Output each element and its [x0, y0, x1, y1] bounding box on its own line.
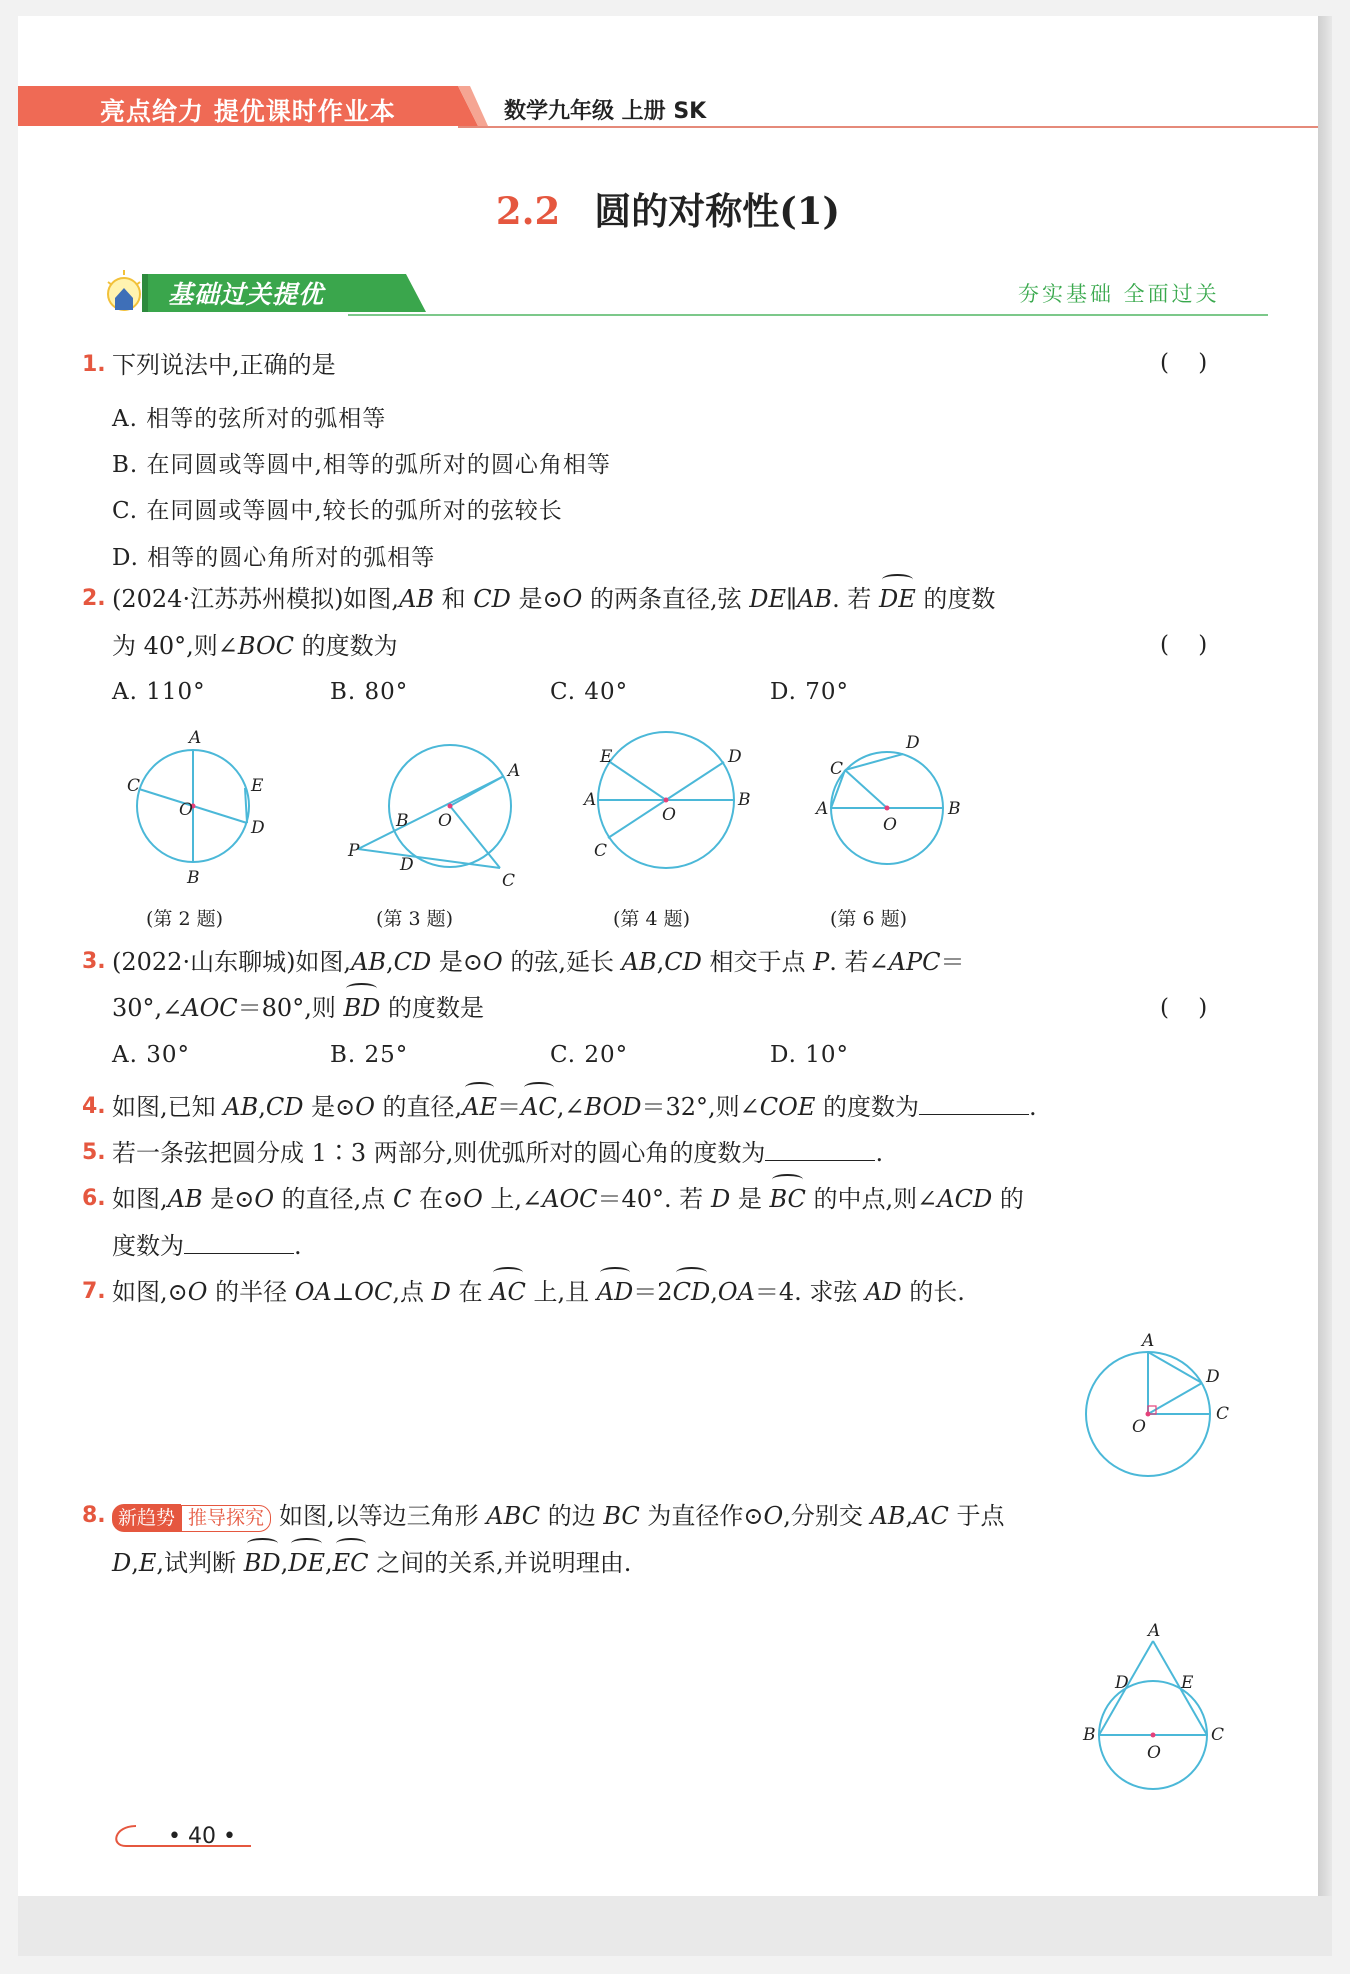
- question-number: 4.: [82, 1094, 106, 1119]
- svg-text:O: O: [662, 805, 676, 825]
- svg-text:B: B: [738, 790, 751, 810]
- question-5-text: 若一条弦把圆分成 1∶3 两部分,则优弧所对的圆心角的度数为: [112, 1139, 766, 1167]
- question-number: 7.: [82, 1279, 106, 1304]
- svg-text:D: D: [1115, 1673, 1129, 1693]
- figure-4: [566, 716, 766, 891]
- svg-text:A: A: [508, 761, 521, 781]
- q3-option-b: B. 25°: [330, 1042, 409, 1068]
- page-title: [18, 181, 1318, 235]
- section-motto: 夯实基础 全面过关: [1018, 282, 1220, 306]
- explore-tag: 推导探究: [181, 1505, 271, 1532]
- question-6-stem-cont: 度数为 .: [112, 1232, 302, 1260]
- figure-3: [330, 726, 530, 896]
- svg-text:E: E: [600, 747, 613, 767]
- question-number: 6.: [82, 1186, 106, 1211]
- section-banner-title: 基础过关提优: [168, 280, 325, 309]
- svg-text:D: D: [1206, 1367, 1220, 1387]
- answer-paren: ( ): [1160, 350, 1208, 376]
- question-4-stem: 如图,已知 AB,CD 是⊙O 的直径,AE＝AC,∠BOD＝32°,则∠COE 的度数为 .: [112, 1087, 1037, 1127]
- q2-option-b: B. 80°: [330, 679, 409, 705]
- svg-text:P: P: [348, 841, 360, 861]
- svg-text:A: A: [189, 728, 202, 748]
- svg-text:C: C: [830, 759, 844, 779]
- question-5-stem: 若一条弦把圆分成 1∶3 两部分,则优弧所对的圆心角的度数为 .: [112, 1139, 884, 1167]
- svg-text:B: B: [396, 811, 409, 831]
- svg-text:C: C: [502, 871, 516, 891]
- svg-text:B: B: [948, 799, 961, 819]
- svg-text:O: O: [1132, 1417, 1146, 1437]
- svg-text:D: D: [728, 747, 742, 767]
- q3-option-c: C. 20°: [550, 1042, 629, 1068]
- svg-text:O: O: [179, 800, 193, 820]
- question-3-stem-cont: 30°,∠AOC＝80°,则 BD 的度数是: [112, 988, 484, 1028]
- figure-6: [800, 726, 970, 896]
- svg-text:O: O: [1147, 1743, 1161, 1763]
- question-number: 8.: [82, 1503, 106, 1528]
- workbook-page: [18, 16, 1318, 1896]
- svg-text:A: A: [816, 799, 829, 819]
- svg-text:D: D: [251, 818, 265, 838]
- question-8-stem: 新趋势 推导探究 如图,以等边三角形 ABC 的边 BC 为直径作⊙O,分别交 AB,AC 于点: [112, 1496, 1004, 1536]
- section-rule: [348, 314, 1268, 316]
- svg-text:B: B: [1083, 1725, 1096, 1745]
- question-3-stem: (2022·山东聊城)如图,AB,CD 是⊙O 的弦,延长 AB,CD 相交于点 P. 若∠APC＝: [112, 948, 965, 976]
- header-brand: 亮点给力 提优课时作业本: [100, 97, 396, 126]
- svg-text:C: C: [1216, 1404, 1230, 1424]
- svg-text:E: E: [251, 776, 264, 796]
- question-3-source: (2022·山东聊城)如图,: [112, 948, 352, 976]
- answer-blank[interactable]: [765, 1159, 875, 1161]
- figure-2: [123, 711, 293, 901]
- svg-text:C: C: [127, 776, 141, 796]
- svg-text:B: B: [187, 868, 200, 888]
- q3-option-d: D. 10°: [770, 1042, 850, 1068]
- svg-text:O: O: [438, 811, 452, 831]
- figure-7: [1056, 1316, 1266, 1491]
- header-subject: 数学九年级 上册 SK: [504, 99, 707, 124]
- scan-margin: [18, 1896, 1332, 1956]
- svg-text:D: D: [906, 733, 920, 753]
- question-7-stem: 如图,⊙O 的半径 OA⊥OC,点 D 在 AC 上,且 AD＝2CD,OA＝4. 求弦 AD 的长.: [112, 1272, 965, 1312]
- question-2-stem-cont: 为 40°,则∠BOC 的度数为: [112, 632, 398, 660]
- question-8-stem-cont: D,E,试判断 BD,DE,EC 之间的关系,并说明理由.: [112, 1543, 631, 1583]
- svg-text:C: C: [1211, 1725, 1225, 1745]
- q1-option-b: B. 在同圆或等圆中,相等的弧所对的圆心角相等: [112, 452, 611, 478]
- trend-tag: 新趋势: [112, 1504, 181, 1532]
- question-6-stem: 如图,AB 是⊙O 的直径,点 C 在⊙O 上,∠AOC＝40°. 若 D 是 BC 的中点,则∠ACD 的: [112, 1179, 1024, 1219]
- answer-paren: ( ): [1160, 632, 1208, 658]
- question-1-stem: 下列说法中,正确的是: [112, 351, 336, 379]
- svg-text:O: O: [883, 815, 897, 835]
- answer-paren: ( ): [1160, 995, 1208, 1021]
- figure-caption: (第 6 题): [830, 908, 907, 930]
- svg-text:E: E: [1181, 1673, 1194, 1693]
- header-rule: [458, 126, 1318, 128]
- q2-option-a: A. 110°: [112, 679, 206, 705]
- section-number: 2.2: [495, 189, 561, 233]
- svg-text:A: A: [584, 790, 597, 810]
- q1-option-a: A. 相等的弦所对的弧相等: [112, 406, 387, 432]
- question-number: 5.: [82, 1140, 106, 1165]
- question-2-stem: (2024·江苏苏州模拟)如图,AB 和 CD 是⊙O 的两条直径,弦 DE∥AB. 若 DE 的度数: [112, 579, 995, 619]
- q2-option-d: D. 70°: [770, 679, 850, 705]
- question-number: 2.: [82, 586, 106, 611]
- figure-caption: (第 2 题): [146, 908, 223, 930]
- q2-option-c: C. 40°: [550, 679, 629, 705]
- answer-blank[interactable]: [919, 1113, 1029, 1115]
- figure-caption: (第 3 题): [376, 908, 453, 930]
- svg-text:C: C: [594, 841, 608, 861]
- q3-option-a: A. 30°: [112, 1042, 190, 1068]
- q1-option-c: C. 在同圆或等圆中,较长的弧所对的弦较长: [112, 498, 563, 524]
- svg-text:A: A: [1148, 1621, 1161, 1641]
- question-2-source: (2024·江苏苏州模拟)如图,: [112, 585, 400, 613]
- q1-option-d: D. 相等的圆心角所对的弧相等: [112, 545, 436, 571]
- svg-text:D: D: [400, 855, 414, 875]
- question-number: 1.: [82, 352, 106, 377]
- figure-caption: (第 4 题): [613, 908, 690, 930]
- figure-8: [1053, 1586, 1273, 1811]
- page-number: • 40 •: [168, 1824, 236, 1849]
- question-number: 3.: [82, 949, 106, 974]
- section-title: 圆的对称性(1): [594, 189, 841, 233]
- page-edge-shadow: [1318, 16, 1332, 1896]
- svg-text:A: A: [1142, 1331, 1155, 1351]
- answer-blank[interactable]: [184, 1252, 294, 1254]
